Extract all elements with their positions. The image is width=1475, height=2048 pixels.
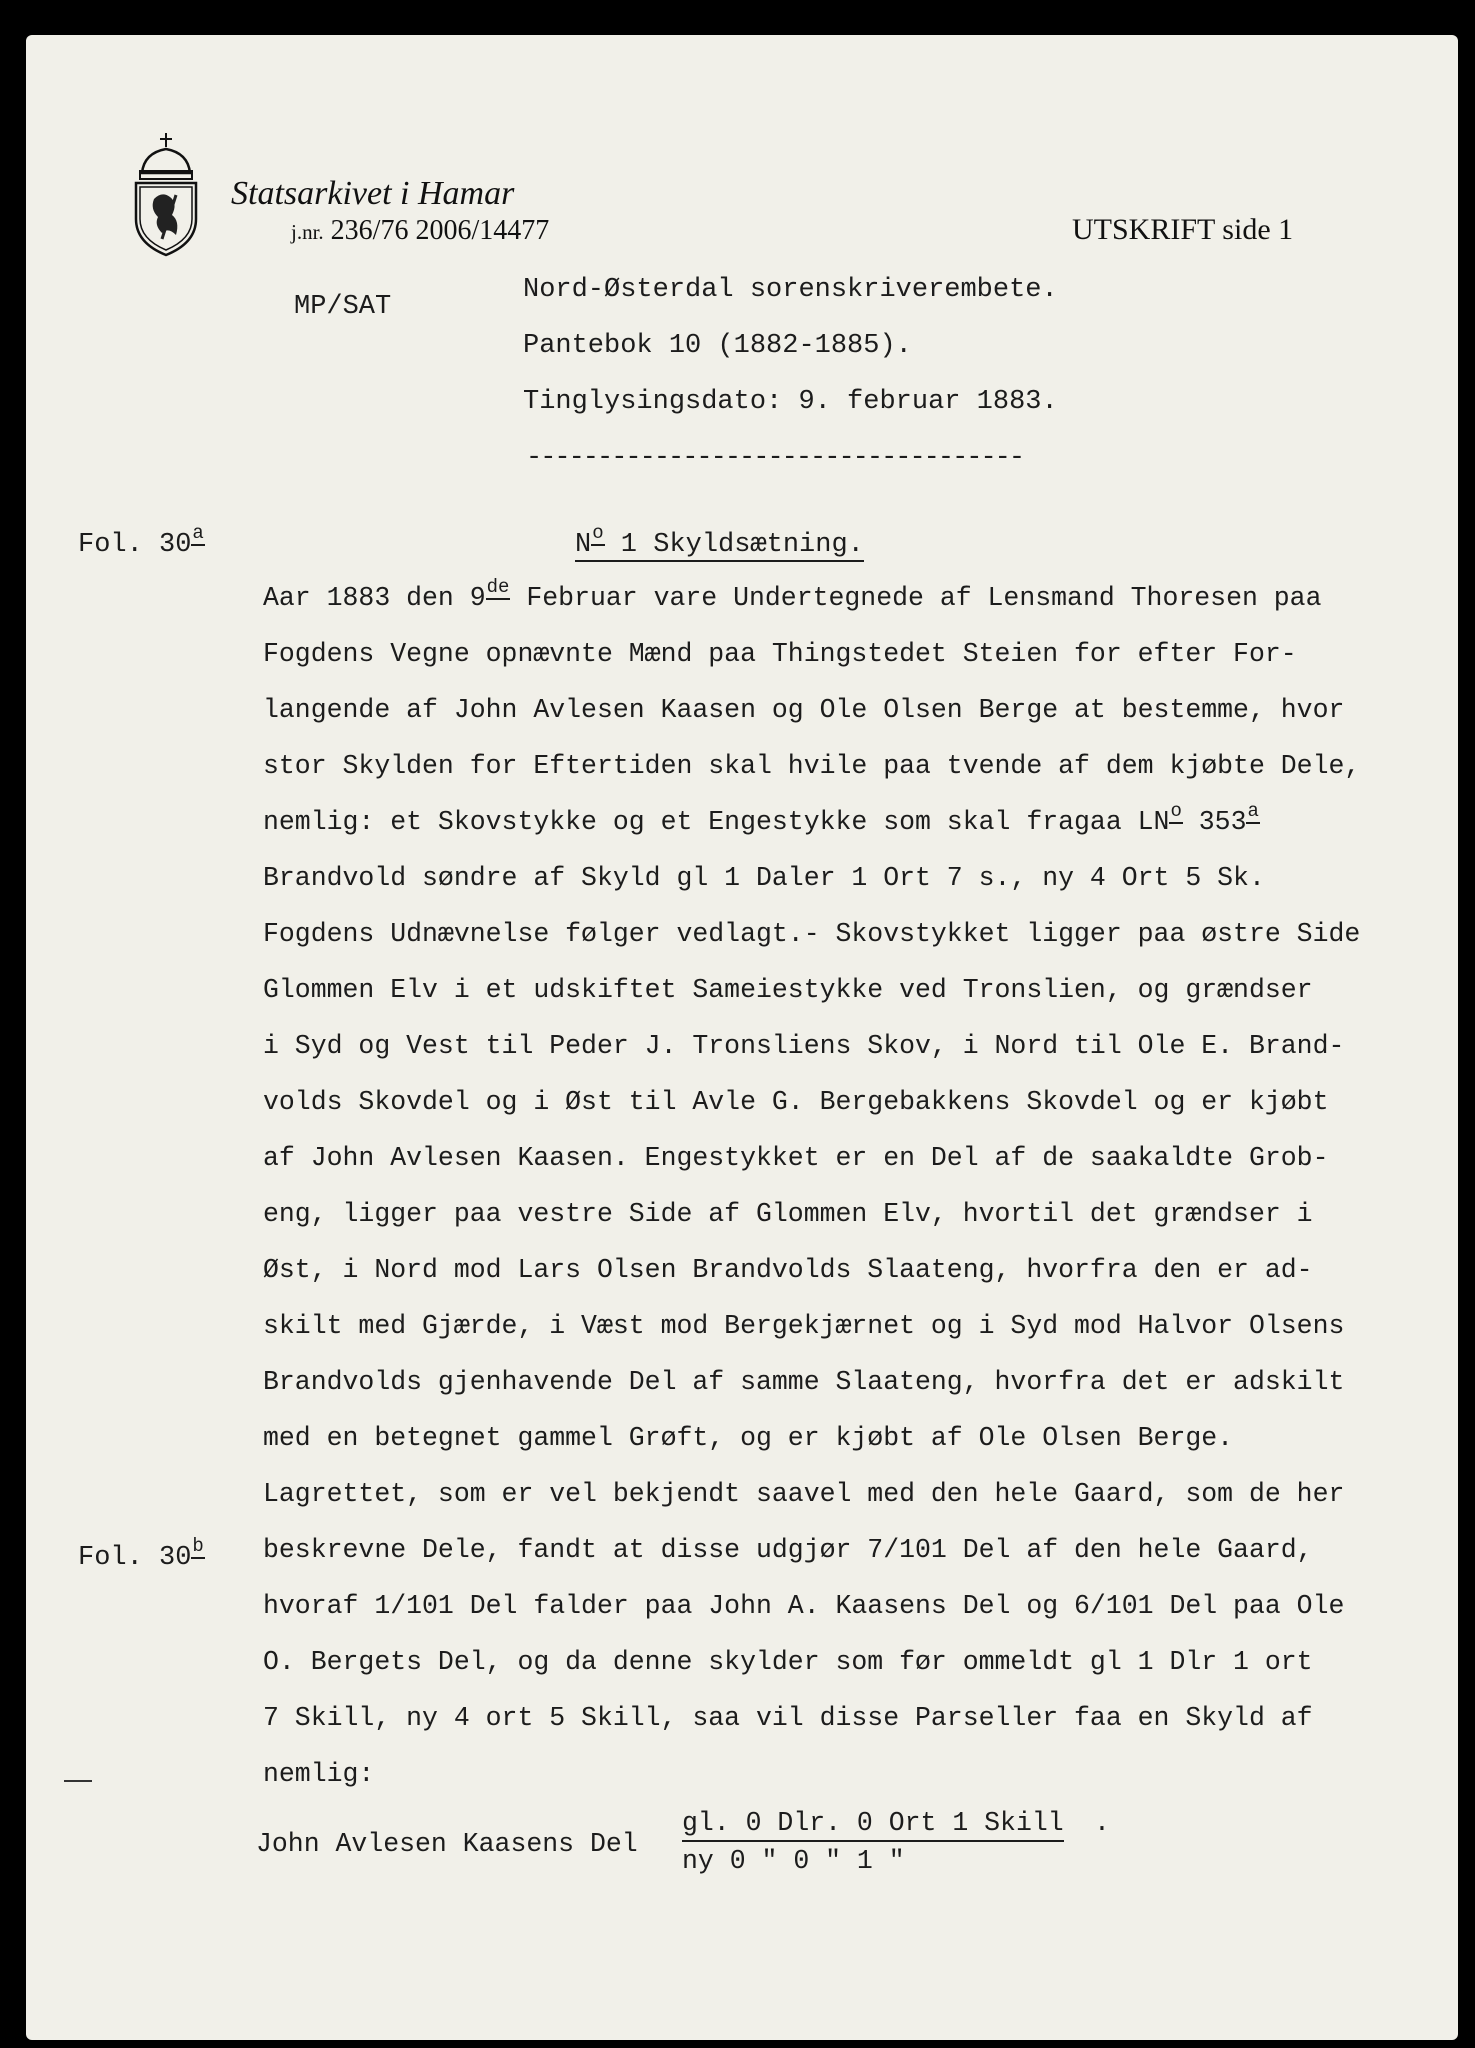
share-denominator: ny 0 " 0 " 1 " xyxy=(682,1846,905,1876)
institution-name: Statsarkivet i Hamar xyxy=(231,175,515,212)
coat-of-arms-icon xyxy=(132,131,200,257)
body-line: Brandvold søndre af Skyld gl 1 Daler 1 Ort 7 s., ny 4 Ort 5 Sk. xyxy=(263,863,1265,893)
entry-no-prefix: N xyxy=(575,530,592,560)
journal-number-value: 236/76 2006/14477 xyxy=(330,215,550,246)
entry-title xyxy=(575,522,864,560)
body-line: 7 Skill, ny 4 ort 5 Skill, saa vil disse Parseller faa en Skyld af xyxy=(263,1703,1313,1733)
body-line: beskrevne Dele, fandt at disse udgjør 7/101 Del af den hele Gaard, xyxy=(263,1535,1313,1565)
body-line: af John Avlesen Kaasen. Engestykket er en Del af de saakaldte Grob- xyxy=(263,1143,1329,1173)
folio-30a-suffix: a xyxy=(192,522,204,544)
body-line: Fogdens Vegne opnævnte Mænd paa Thingstedet Steien for efter For- xyxy=(263,639,1297,669)
body-line-1-sup: de xyxy=(486,576,510,598)
entry-title-text: 1 Skyldsætning. xyxy=(604,530,864,560)
body-line: Øst, i Nord mod Lars Olsen Brandvolds Slaateng, hvorfra den er ad- xyxy=(263,1255,1313,1285)
body-line: O. Bergets Del, og da denne skylder som før ommeldt gl 1 Dlr 1 ort xyxy=(263,1647,1313,1677)
folio-30b xyxy=(78,1535,205,1573)
body-line-5-mid: 353 xyxy=(1182,807,1247,837)
body-line-1-post: Februar vare Undertegnede af Lensmand Thoresen paa xyxy=(510,583,1322,613)
folio-30a xyxy=(78,522,205,560)
office-name: Nord-Østerdal sorenskriverembete. xyxy=(523,275,1058,305)
body-line: Lagrettet, som er vel bekjendt saavel med den hele Gaard, som de her xyxy=(263,1479,1345,1509)
body-line: hvoraf 1/101 Del falder paa John A. Kaasens Del og 6/101 Del paa Ole xyxy=(263,1591,1345,1621)
body-line: skilt med Gjærde, i Væst mod Bergekjærnet og i Syd mod Halvor Olsens xyxy=(263,1311,1345,1341)
registration-date: Tinglysingsdato: 9. februar 1883. xyxy=(523,387,1058,417)
share-label: John Avlesen Kaasens Del xyxy=(256,1829,638,1859)
margin-dash xyxy=(64,1780,92,1782)
body-line: nemlig: xyxy=(263,1759,375,1789)
body-line: eng, ligger paa vestre Side af Glommen Elv, hvortil det grændser i xyxy=(263,1199,1313,1229)
journal-number xyxy=(291,215,549,247)
journal-number-label: j.nr. xyxy=(291,220,324,244)
body-line: Glommen Elv i et udskiftet Sameiestykke ved Tronslien, og grændser xyxy=(263,975,1313,1005)
body-line-1-pre: Aar 1883 den 9 xyxy=(263,583,486,613)
body-line: Brandvolds gjenhavende Del af samme Slaateng, hvorfra det er adskilt xyxy=(263,1367,1345,1397)
entry-no-sup: o xyxy=(592,522,604,544)
body-line-5-pre: nemlig: et Skovstykke og et Engestykke som skal fragaa LN xyxy=(263,807,1170,837)
folio-30a-prefix: Fol. 30 xyxy=(78,530,192,560)
body-line: langende af John Avlesen Kaasen og Ole Olsen Berge at bestemme, hvor xyxy=(263,695,1345,725)
body-line-1 xyxy=(263,576,1322,613)
copy-page-label: UTSKRIFT side 1 xyxy=(1072,213,1294,246)
body-line: Fogdens Udnævnelse følger vedlagt.- Skovstykket ligger paa østre Side xyxy=(263,919,1361,949)
body-line-5 xyxy=(263,800,1260,837)
share-period: . xyxy=(1094,1808,1110,1838)
body-line: volds Skovdel og i Øst til Avle G. Bergebakkens Skovdel og er kjøbt xyxy=(263,1087,1329,1117)
body-line: i Syd og Vest til Peder J. Tronsliens Skov, i Nord til Ole E. Brand- xyxy=(263,1031,1345,1061)
body-line: stor Skylden for Eftertiden skal hvile paa tvende af dem kjøbte Dele, xyxy=(263,751,1361,781)
book-name: Pantebok 10 (1882-1885). xyxy=(523,331,912,361)
body-line-5-sup2: a xyxy=(1247,800,1259,822)
folio-30b-suffix: b xyxy=(192,1535,204,1557)
divider-rule: ----------------------------------- xyxy=(526,443,1024,473)
body-line: med en betegnet gammel Grøft, og er kjøbt af Ole Olsen Berge. xyxy=(263,1423,1234,1453)
reference-code: MP/SAT xyxy=(294,292,392,322)
body-line-5-sup1: o xyxy=(1170,800,1182,822)
share-numerator: gl. 0 Dlr. 0 Ort 1 Skill xyxy=(682,1808,1064,1842)
paper-sheet xyxy=(26,35,1458,2040)
folio-30b-prefix: Fol. 30 xyxy=(78,1543,192,1573)
